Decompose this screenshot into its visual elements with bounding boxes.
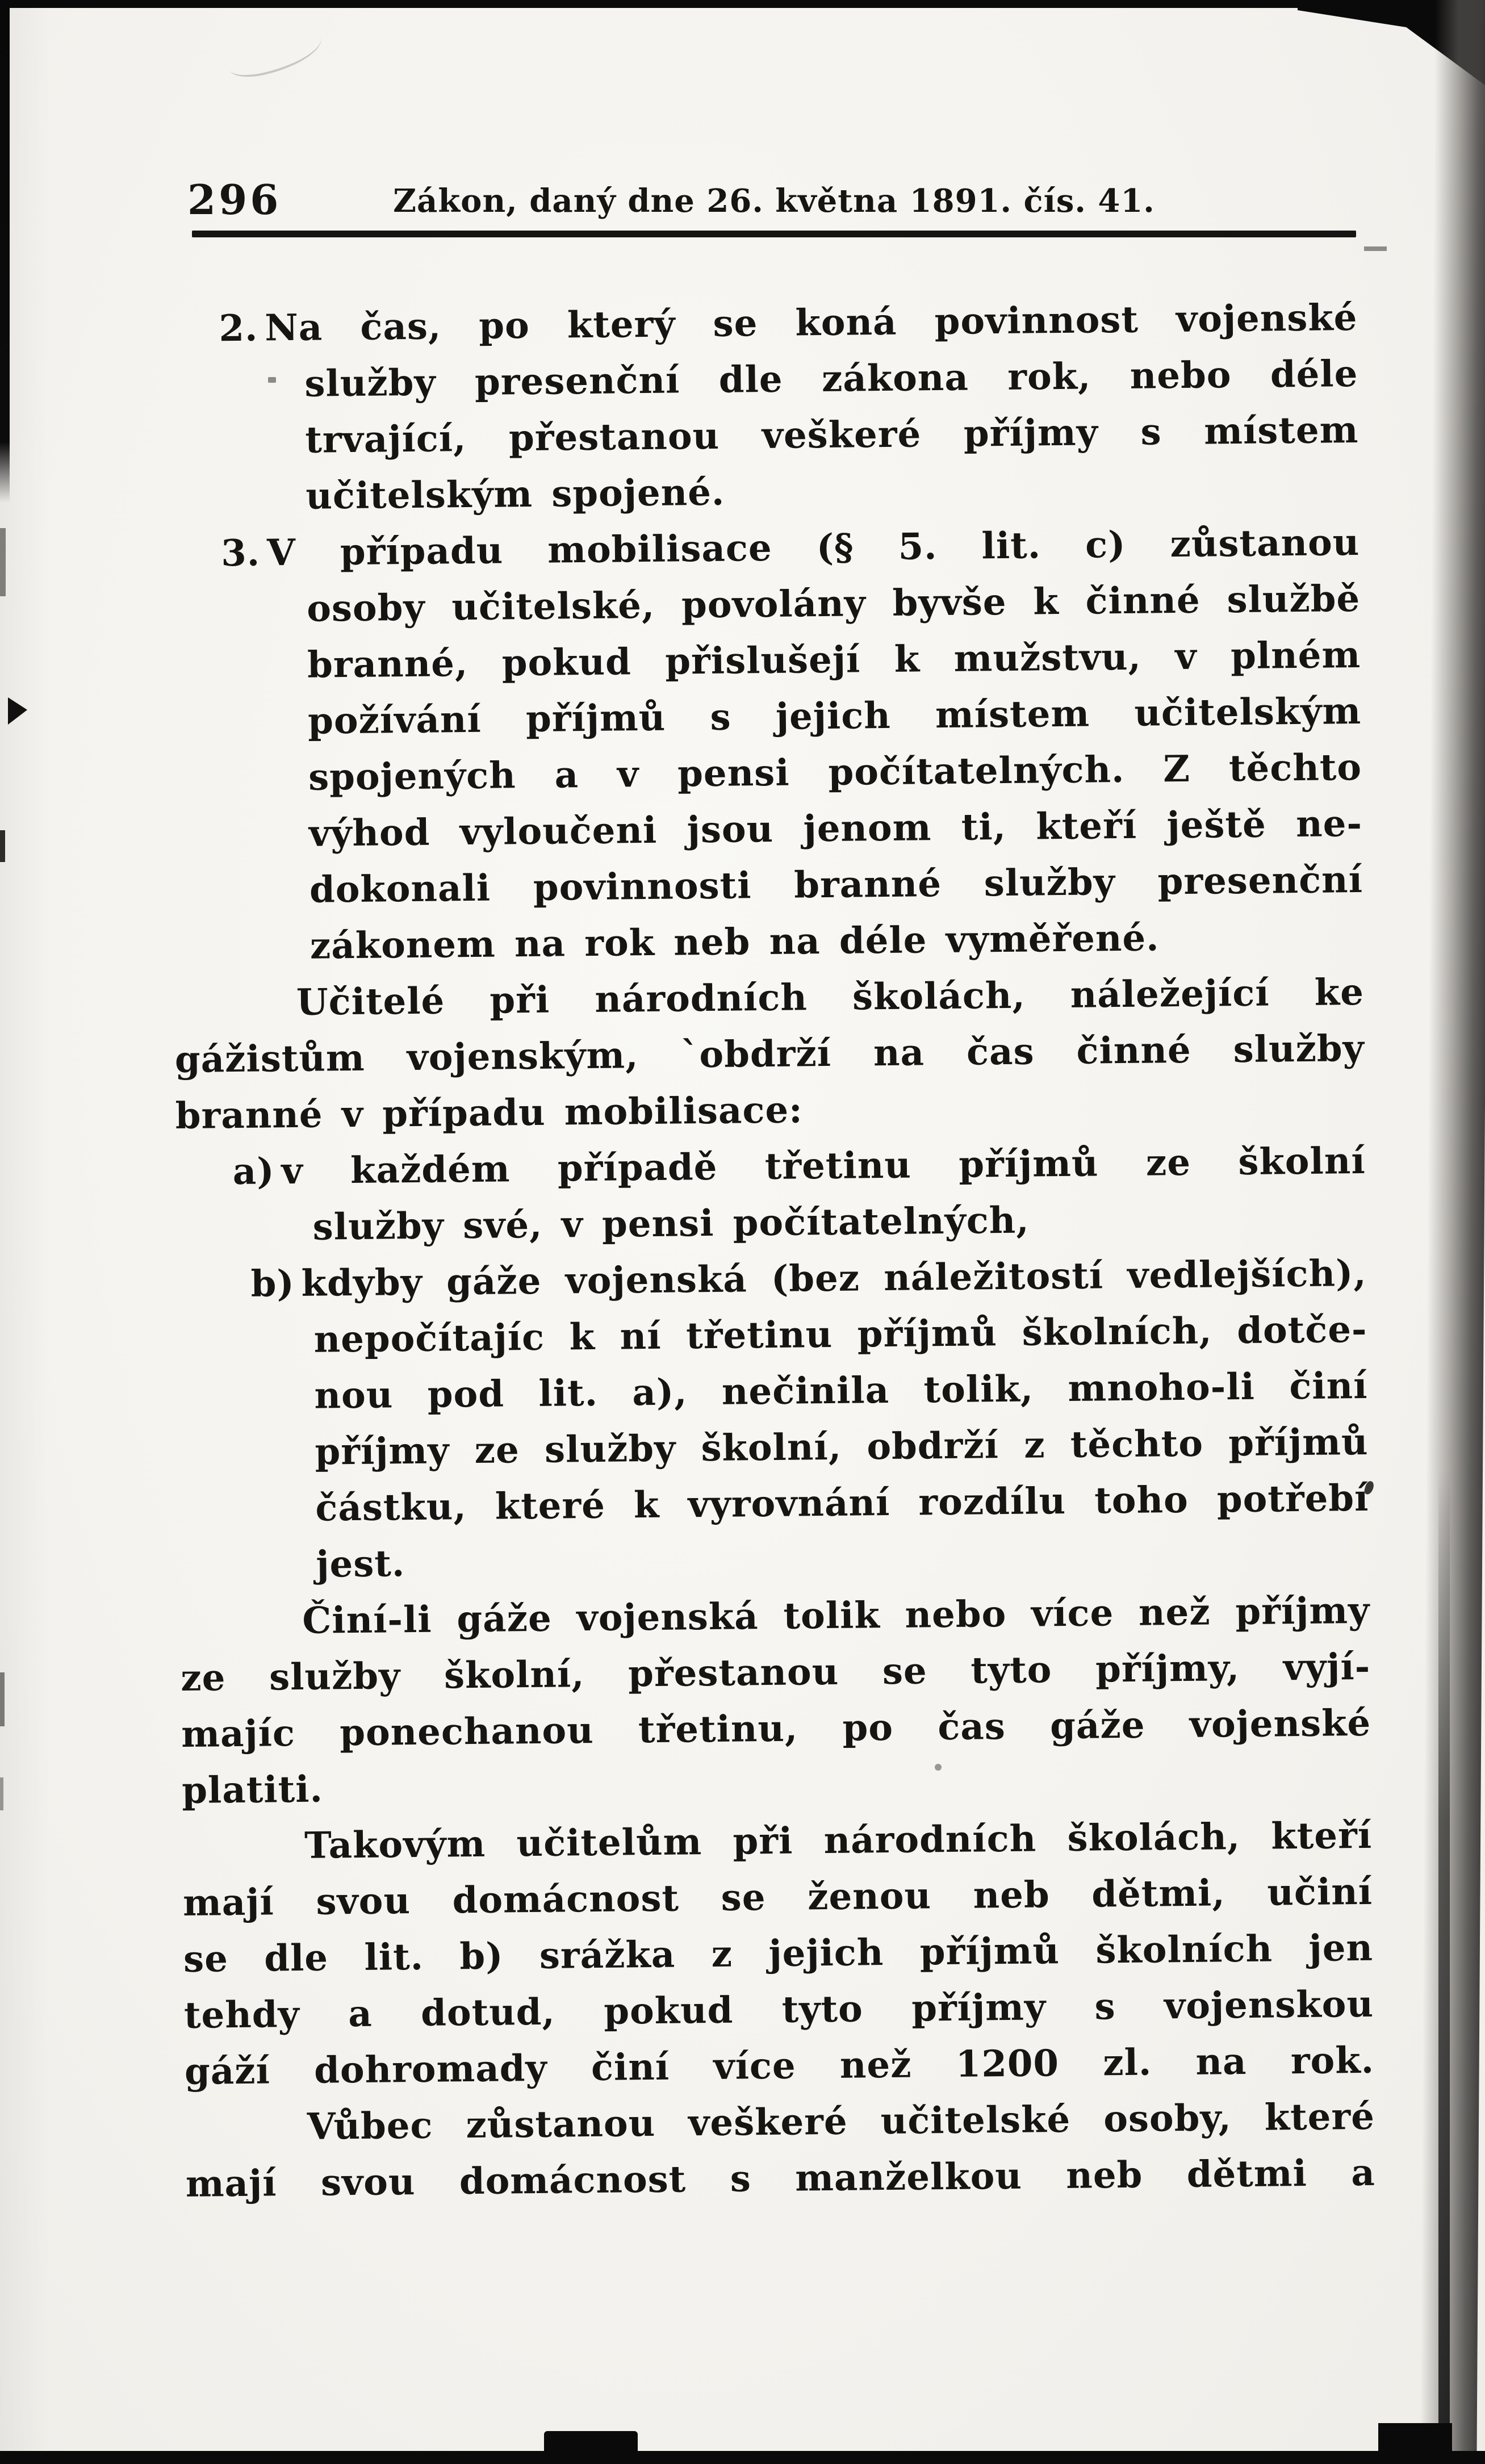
page-number: 296 bbox=[187, 175, 282, 224]
text-line: Takovým učitelům při národních školách, kteří bbox=[304, 1814, 1373, 1867]
text-line: výhod vyloučeni jsou jenom ti, kteří ještě ne- bbox=[308, 802, 1363, 855]
text-line: 2. Na čas, po který se koná povinnost vojenské bbox=[219, 296, 1358, 350]
text-line: b) kdyby gáže vojenská (bez náležitostí vedlejších), bbox=[250, 1252, 1367, 1306]
text-line: nou pod lit. a), nečinila tolik, mnoho-li činí bbox=[314, 1364, 1368, 1417]
text-line: částku, které k vyrovnání rozdílu toho potřebí bbox=[315, 1476, 1369, 1530]
text-line: Vůbec zůstanou veškeré učitelské osoby, které bbox=[307, 2095, 1375, 2148]
text-line: spojených a v pensi počítatelných. Z těchto bbox=[308, 746, 1362, 799]
scan-artifact bbox=[0, 1777, 3, 1810]
text-line: požívání příjmů s jejich místem učitelským bbox=[307, 689, 1362, 743]
text-line: Učitelé při národních školách, náležející ke bbox=[296, 970, 1365, 1024]
body-text bbox=[168, 290, 1375, 2212]
header-rule bbox=[192, 231, 1356, 237]
text-line: platiti. bbox=[181, 1768, 324, 1812]
text-line: Činí-li gáže vojenská tolik nebo více než příjmy bbox=[302, 1589, 1370, 1642]
text-line: služby presenční dle zákona rok, nebo déle bbox=[304, 352, 1358, 405]
text-line: branné v případu mobilisace: bbox=[175, 1089, 804, 1138]
text-line: služby své, v pensi počítatelných, bbox=[312, 1199, 1030, 1249]
scan-edge-top bbox=[0, 0, 1485, 8]
text-line: osoby učitelské, povolány byvše k činné službě bbox=[306, 577, 1361, 630]
scan-corner-bottom-right bbox=[1378, 2423, 1452, 2464]
text-line: a) v každém případě třetinu příjmů ze školní bbox=[232, 1139, 1366, 1194]
text-line: mají svou domácnost s manželkou neb dětmi a bbox=[185, 2151, 1376, 2206]
book-gutter-shadow-core bbox=[1438, 1470, 1450, 2464]
text-line: majíc ponechanou třetinu, po čas gáže vojenské bbox=[181, 1701, 1371, 1756]
text-line: trvající, přestanou veškeré příjmy s místem bbox=[305, 408, 1359, 462]
text-line: učitelským spojené. bbox=[306, 471, 725, 518]
text-line: jest. bbox=[316, 1542, 405, 1586]
list-marker: 2. bbox=[219, 307, 258, 350]
text-line: se dle lit. b) srážka z jejich příjmů školních jen bbox=[183, 1926, 1374, 1981]
text-line: branné, pokud přislušejí k mužstvu, v plném bbox=[307, 633, 1361, 687]
scan-artifact bbox=[0, 830, 5, 862]
text-line: tehdy a dotud, pokud tyto příjmy s vojenskou bbox=[183, 1982, 1374, 2037]
text-line: 3. V případu mobilisace (§ 5. lit. c) zůstanou bbox=[220, 521, 1360, 575]
text-line: gážistům vojenským, `obdrží na čas činné služby bbox=[174, 1027, 1365, 1082]
text-line: mají svou domácnost se ženou neb dětmi, učiní bbox=[182, 1870, 1373, 1925]
text-line: zákonem na rok neb na déle vyměřené. bbox=[309, 917, 1160, 968]
scan-artifact bbox=[544, 2431, 638, 2464]
running-header: Zákon, daný dne 26. května 1891. čís. 41. bbox=[393, 182, 1155, 220]
text-line: příjmy ze služby školní, obdrží z těchto příjmů bbox=[315, 1420, 1369, 1474]
text-line: gáží dohromady činí více než 1200 zl. na rok. bbox=[184, 2039, 1375, 2093]
scan-scratch bbox=[224, 24, 327, 82]
list-marker: 3. bbox=[220, 532, 261, 575]
list-marker: a) bbox=[232, 1150, 275, 1194]
list-marker: b) bbox=[250, 1262, 295, 1306]
book-gutter-shadow bbox=[1420, 0, 1485, 2464]
scan-edge-bottom bbox=[0, 2451, 1485, 2464]
text-line: dokonali povinnosti branné služby presenční bbox=[309, 858, 1363, 911]
scan-artifact bbox=[0, 528, 6, 596]
text-line: ze služby školní, přestanou se tyto příjmy, vyjí- bbox=[180, 1645, 1371, 1700]
scan-artifact bbox=[1364, 246, 1387, 251]
text-line: nepočítajíc k ní třetinu příjmů školních, dotče- bbox=[313, 1308, 1367, 1361]
scan-artifact bbox=[0, 1672, 5, 1726]
scan-artifact bbox=[8, 697, 27, 725]
scan-edge-left bbox=[0, 0, 10, 503]
